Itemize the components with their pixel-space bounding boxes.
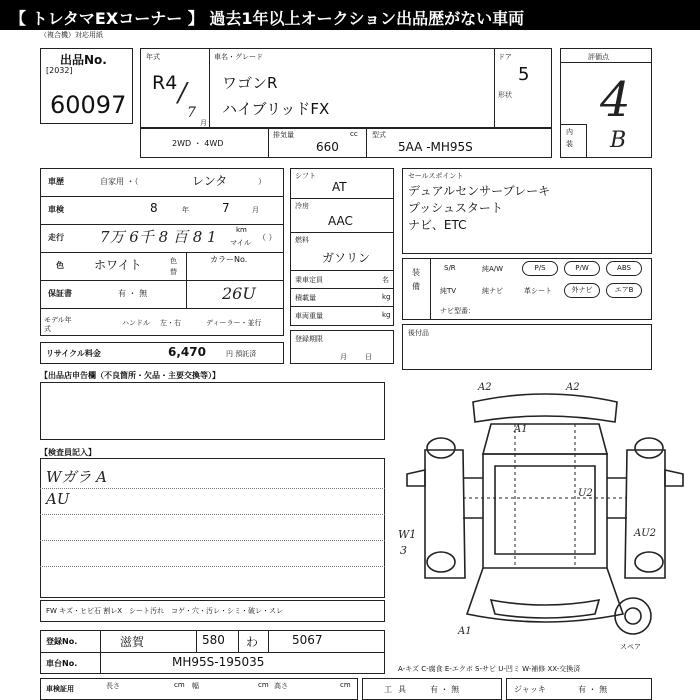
model-label: 車名・グレード — [214, 53, 263, 61]
shift-value: AT — [332, 180, 347, 194]
mileage-unit-mile: マイル — [230, 239, 251, 247]
equip-leather: 革シート — [524, 287, 552, 295]
dims-length: 長さ — [106, 682, 120, 690]
score-value: 4 — [600, 72, 631, 128]
damage-legend: A-キズ C-腐食 E-エクボ S-サビ U-凹ミ W-補修 XX-交換済 — [398, 665, 581, 673]
inspection-month-unit: 月 — [252, 206, 259, 214]
inspector-label: 【検査員記入】 — [40, 448, 96, 457]
color-value: ホワイト — [94, 258, 142, 272]
mark-a1-bottom: A1 — [458, 626, 472, 637]
seller-declaration-box — [40, 382, 385, 440]
equip-ext-navi: 外ナビ — [564, 283, 600, 298]
dims-height: 高さ — [274, 682, 288, 690]
mileage-hw: 7万 6千 8 百 8 1 — [100, 228, 217, 246]
chassis-value: MH95S-195035 — [172, 655, 265, 669]
jack-options: 有 ・ 無 — [578, 685, 608, 694]
sales-points-label: セールスポイント — [408, 172, 464, 180]
equip-airbag: エアB — [606, 283, 642, 298]
inspector-note-0: Wガラ A — [46, 468, 108, 486]
interior-value: B — [610, 128, 627, 153]
displacement-value: 660 — [316, 140, 339, 154]
banner-text: 【 トレタマEXコーナー 】 過去1年以上オークション出品歴がない車両 — [10, 9, 525, 28]
interior-label: 内装 — [566, 128, 573, 148]
capacity-unit-1: kg — [382, 293, 391, 301]
ac-value: AAC — [328, 214, 353, 228]
mileage-paren: （ ） — [258, 233, 277, 242]
type-value: 5AA -MH95S — [398, 140, 473, 154]
color-label: 色 — [56, 261, 64, 270]
handle-label: ハンドル — [122, 319, 150, 327]
equipment-label: 装備 — [412, 268, 420, 291]
jack-label: ジャッキ — [514, 685, 546, 694]
color-no-label: カラーNo. — [210, 255, 248, 264]
dims-cm-0: cm — [174, 681, 185, 689]
equip-aw: 純A/W — [482, 265, 504, 273]
mark-au2: AU2 — [634, 528, 657, 539]
dims-width: 幅 — [192, 682, 199, 690]
color-no-value: 26U — [222, 284, 256, 303]
model-year-label: モデル年式 — [44, 316, 72, 333]
mark-a2-right: A2 — [566, 382, 580, 393]
inspection-label: 車検 — [48, 205, 64, 214]
sales-point-1: プッシュスタート — [408, 201, 503, 215]
post-install-label: 後付品 — [408, 329, 429, 337]
year-month: 7 — [187, 105, 196, 121]
displacement-unit: cc — [350, 130, 358, 138]
chassis-label: 車台No. — [46, 659, 78, 668]
type-label: 型式 — [372, 131, 386, 139]
capacity-label-2: 車両重量 — [295, 312, 323, 320]
capacity-label-1: 積載量 — [295, 294, 316, 302]
year-label: 年式 — [146, 53, 160, 61]
year-month-unit: 月 — [200, 119, 207, 127]
displacement-label: 排気量 — [273, 131, 294, 139]
sales-point-2: ナビ、ETC — [408, 218, 467, 232]
equip-navi: 純ナビ — [482, 287, 503, 295]
registration-number: 5067 — [292, 633, 323, 647]
year-era: R4 — [152, 72, 178, 94]
ac-label: 冷房 — [295, 202, 309, 210]
lot-code: [2032] — [46, 66, 73, 75]
drive-value: 2WD ・ 4WD — [172, 139, 224, 148]
seller-declaration-label: 【出品店申告欄（不良箇所・欠品・主要交換等）】 — [40, 371, 220, 380]
mark-w1: W1 — [398, 528, 417, 541]
repaint-label: 色替 — [170, 257, 177, 276]
equip-sr: S/R — [444, 264, 456, 272]
registration-label: 登録No. — [46, 637, 78, 646]
registration-period-label: 登録期限 — [295, 335, 323, 343]
inspection-year: 8 — [150, 201, 158, 215]
dims-label: 車検証用 — [46, 685, 74, 693]
dims-box — [40, 678, 358, 700]
equip-tv: 純TV — [440, 287, 457, 295]
capacity-unit-0: 名 — [382, 276, 389, 284]
tools-options: 有 ・ 無 — [430, 685, 460, 694]
navi-model-label: ナビ型番： — [440, 307, 475, 315]
fuel-value: ガソリン — [322, 251, 371, 265]
mark-u2-right: U2 — [578, 488, 593, 499]
sales-point-0: デュアルセンサーブレーキ — [408, 184, 551, 198]
dims-cm-2: cm — [340, 681, 351, 689]
recycle-value: 6,470 — [168, 345, 206, 359]
shape-label: 形状 — [498, 91, 512, 99]
history-value: レンタ — [192, 174, 228, 188]
car-damage-diagram — [395, 378, 695, 658]
registration-pref: 滋賀 — [120, 635, 145, 649]
dims-cm-1: cm — [258, 681, 269, 689]
lot-number: 60097 — [50, 91, 127, 119]
registration-class: 580 — [202, 633, 225, 647]
mark-3: 3 — [400, 544, 407, 557]
score-label: 評価点 — [588, 53, 609, 61]
warranty-label: 保証書 — [48, 289, 72, 298]
capacity-label-0: 乗車定員 — [295, 276, 323, 284]
doors-label: ドア — [498, 53, 512, 61]
fuel-label: 燃料 — [295, 236, 309, 244]
lot-label: 出品No. — [60, 53, 107, 67]
mileage-label: 走行 — [48, 233, 64, 242]
history-options: 自家用 ・（ — [100, 177, 139, 186]
equip-abs: ABS — [606, 261, 642, 276]
mileage-unit-km: km — [236, 226, 247, 234]
model-grade: ハイブリッドFX — [222, 100, 330, 118]
registration-period-unit: 月日 — [340, 353, 390, 361]
year-model-box — [140, 48, 552, 128]
capacity-unit-2: kg — [382, 311, 391, 319]
spare-label: スペア — [620, 643, 641, 651]
handle-value: 左・右 — [160, 319, 181, 327]
equip-pw: P/W — [564, 261, 600, 276]
shift-label: シフト — [295, 172, 316, 180]
year-slash: / — [178, 78, 187, 108]
mark-a2-left: A2 — [478, 382, 492, 393]
doors-value: 5 — [518, 64, 530, 85]
model-name: ワゴンR — [222, 74, 278, 92]
dealer-value: ディーラー・並行 — [206, 319, 262, 327]
warranty-options: 有 ・ 無 — [118, 289, 148, 298]
recycle-unit: 円 預託済 — [226, 350, 257, 358]
tools-label: 工具 — [384, 685, 412, 694]
history-label: 車歴 — [48, 177, 64, 186]
inspector-note-1: AU — [46, 490, 70, 508]
history-close: ） — [258, 177, 266, 186]
fw-row-text: FW キズ・ヒビ石 割レX シート汚れ コゲ・穴・汚レ・シミ・破レ・スレ — [46, 607, 284, 615]
equip-ps: P/S — [522, 261, 558, 276]
inspection-year-unit: 年 — [182, 206, 189, 214]
recycle-label: リサイクル料金 — [46, 349, 101, 358]
mark-a1-top: A1 — [514, 424, 528, 435]
post-install-box — [402, 324, 652, 370]
inspection-month: 7 — [222, 201, 230, 215]
sub-note: （複合機）対応用紙 — [40, 31, 103, 39]
registration-kana: わ — [246, 635, 259, 649]
